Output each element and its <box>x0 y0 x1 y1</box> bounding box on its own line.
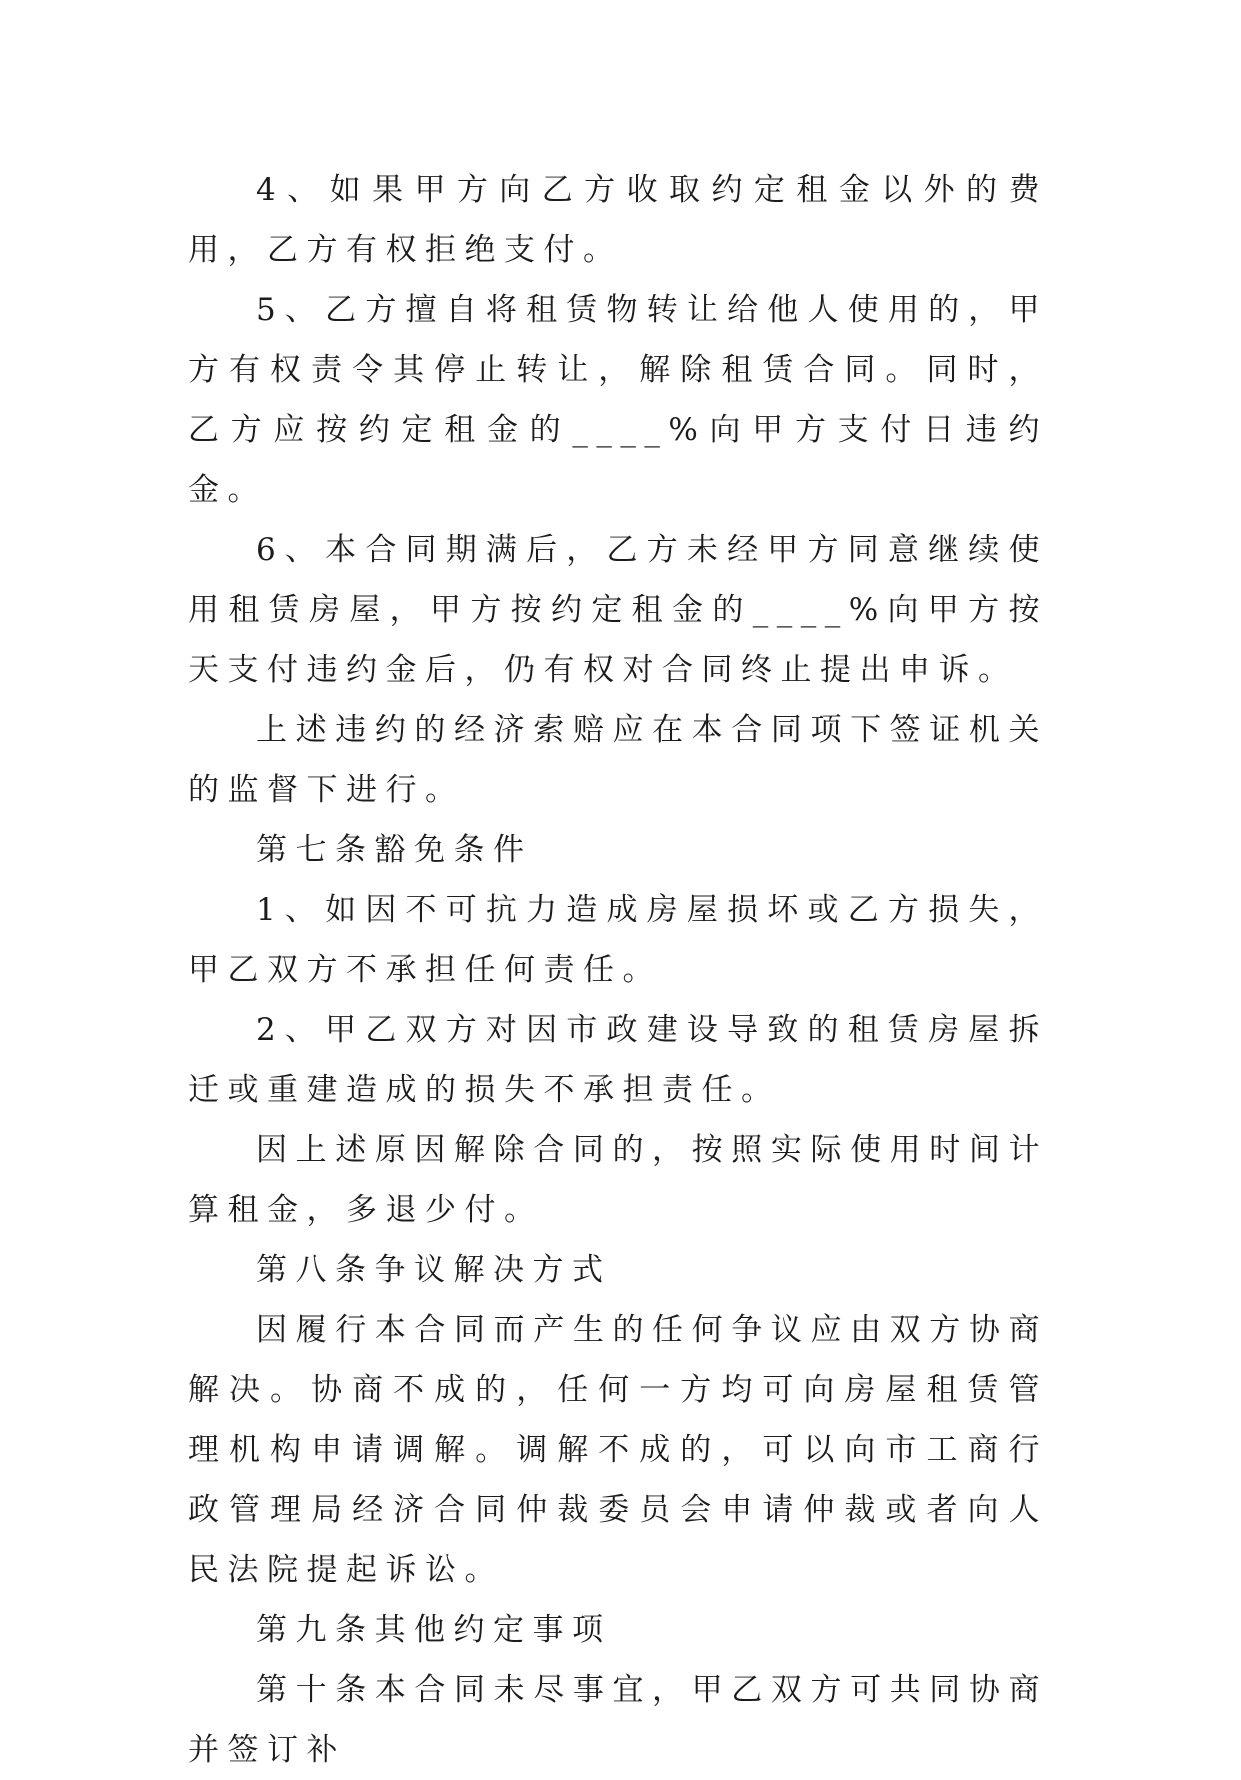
breach-supervision-paragraph: 上述违约的经济索赔应在本合同项下签证机关的监督下进行。 <box>188 712 1048 808</box>
clause-5-paragraph: 5、乙方擅自将租赁物转让给他人使用的，甲方有权责令其停止转让，解除租赁合同。同时，乙方应按约定租金的____%向甲方支付日违约金。 <box>188 292 1048 508</box>
article-10-paragraph: 第十条本合同未尽事宜，甲乙双方可共同协商并签订补 <box>188 1672 1048 1768</box>
dispute-resolution-paragraph: 因履行本合同而产生的任何争议应由双方协商解决。协商不成的，任何一方均可向房屋租赁管理机构申请调解。调解不成的，可以向市工商行政管理局经济合同仲裁委员会申请仲裁或者向人民法院提起诉讼。 <box>188 1312 1048 1588</box>
clause-4-paragraph: 4、如果甲方向乙方收取约定租金以外的费用，乙方有权拒绝支付。 <box>188 172 1048 268</box>
article-8-heading: 第八条争议解决方式 <box>256 1252 612 1288</box>
article-9-heading: 第九条其他约定事项 <box>256 1612 612 1648</box>
document-page <box>188 160 1048 1780</box>
exemption-item-2-paragraph: 2、甲乙双方对因市政建设导致的租赁房屋拆迁或重建造成的损失不承担责任。 <box>188 1012 1048 1108</box>
article-7-heading: 第七条豁免条件 <box>256 832 533 868</box>
rent-settlement-paragraph: 因上述原因解除合同的，按照实际使用时间计算租金，多退少付。 <box>188 1132 1048 1228</box>
exemption-item-1-paragraph: 1、如因不可抗力造成房屋损坏或乙方损失，甲乙双方不承担任何责任。 <box>188 892 1048 988</box>
clause-6-paragraph: 6、本合同期满后，乙方未经甲方同意继续使用租赁房屋，甲方按约定租金的____%向甲方按天支付违约金后，仍有权对合同终止提出申诉。 <box>188 532 1048 688</box>
